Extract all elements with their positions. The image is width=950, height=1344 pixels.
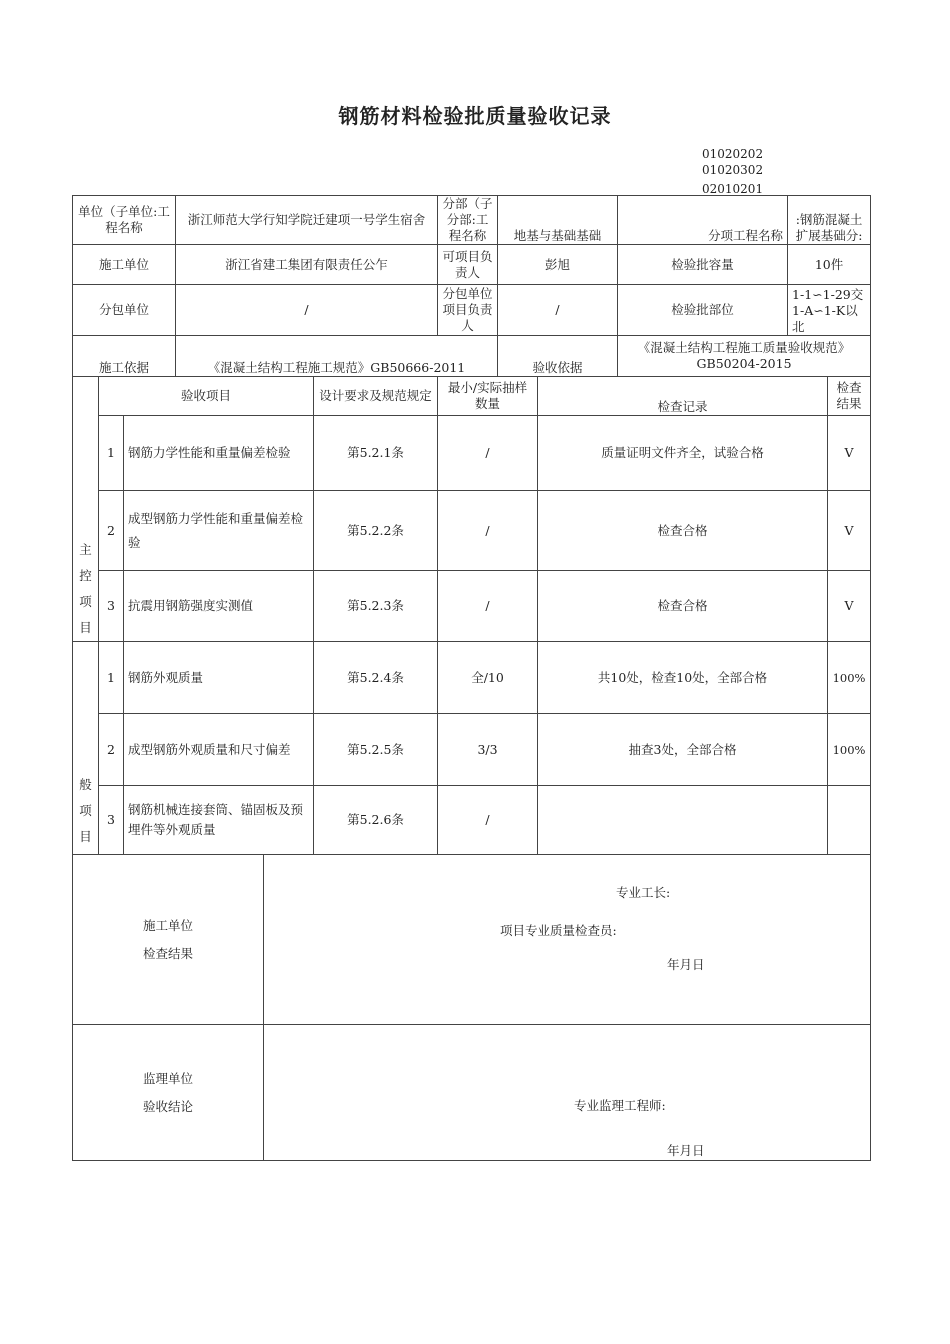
supervisor-check-label-2: 验收结论 xyxy=(143,1098,194,1114)
sub-pm-label: 分包单位项目负责人 xyxy=(438,285,498,336)
table-row xyxy=(73,571,871,642)
item-sample: 全/10 xyxy=(438,642,538,714)
col-result: 检查结果 xyxy=(828,377,871,416)
contractor-check-label-1: 施工单位 xyxy=(143,917,194,933)
col-design: 设计要求及规范规定 xyxy=(314,377,438,416)
item-sample: / xyxy=(438,786,538,855)
form-code: 01020302 xyxy=(702,163,764,177)
item-clause: 第5.2.3条 xyxy=(314,571,438,642)
item-sample: 3/3 xyxy=(438,714,538,786)
col-record: 检查记录 xyxy=(538,377,828,416)
item-result: V xyxy=(828,416,871,491)
section-char: 目 xyxy=(79,829,92,844)
contractor-label: 施工单位 xyxy=(73,245,176,285)
subcontractor-label: 分包单位 xyxy=(73,285,176,336)
item-clause: 第5.2.6条 xyxy=(314,786,438,855)
item-sample: / xyxy=(438,491,538,571)
contractor-check-label-2: 检查结果 xyxy=(143,945,194,961)
item-name: 钢筋机械连接套筒、锚固板及预埋件等外观质量 xyxy=(124,786,314,855)
item-no: 1 xyxy=(99,642,124,714)
table-row xyxy=(73,642,871,714)
item-record: 共10处，检查10处，全部合格 xyxy=(538,642,828,714)
item-clause: 第5.2.2条 xyxy=(314,491,438,571)
item-no: 1 xyxy=(99,416,124,491)
section-char: 主 xyxy=(79,542,92,557)
item-record xyxy=(538,786,828,855)
item-record: 质量证明文件齐全，试验合格 xyxy=(538,416,828,491)
table-row xyxy=(73,714,871,786)
item-clause: 第5.2.1条 xyxy=(314,416,438,491)
form-code: 02010201 xyxy=(702,182,764,196)
item-value: :钢筋混凝土扩展基础分: xyxy=(788,196,871,245)
acceptance-basis-value: 《混凝土结构工程施工质量验收规范》GB50204-2015 xyxy=(618,336,871,377)
contractor-value: 浙江省建工集团有限责任公乍 xyxy=(176,245,438,285)
item-result xyxy=(828,786,871,855)
unit-value: 浙江师范大学行知学院迁建项一号学生宿舍 xyxy=(176,196,438,245)
col-item: 验收项目 xyxy=(99,377,314,416)
form-code: 01020202 xyxy=(702,147,764,161)
inspector-label: 项目专业质量检查员: xyxy=(500,923,617,938)
foreman-label: 专业工长: xyxy=(616,885,671,900)
item-result: V xyxy=(828,571,871,642)
pm-value: 彭旭 xyxy=(498,245,618,285)
basis-label: 施工依据 xyxy=(73,336,176,377)
item-result: V xyxy=(828,491,871,571)
table-row xyxy=(73,491,871,571)
item-name: 成型钢筋力学性能和重量偏差检验 xyxy=(124,491,314,571)
table-row xyxy=(73,786,871,855)
basis-value: 《混凝土结构工程施工规范》GB50666-2011 xyxy=(176,336,498,377)
engineer-label: 专业监理工程师: xyxy=(574,1098,666,1113)
page-title: 钢筋材料检验批质量验收记录 xyxy=(338,104,612,128)
general-section xyxy=(73,642,99,855)
supervisor-check-sign-area xyxy=(264,1025,871,1161)
item-no: 2 xyxy=(99,491,124,571)
item-record: 检查合格 xyxy=(538,491,828,571)
item-result: 100% xyxy=(828,714,871,786)
item-name: 成型钢筋外观质量和尺寸偏差 xyxy=(124,714,314,786)
subdivision-value: 地基与基础基础 xyxy=(498,196,618,245)
item-name: 钢筋外观质量 xyxy=(124,642,314,714)
capacity-value: 10件 xyxy=(788,245,871,285)
form-codes xyxy=(702,146,763,197)
location-value: 1-1∽1-29交1-A∽1-K以北 xyxy=(788,285,871,336)
item-result: 100% xyxy=(828,642,871,714)
contractor-check-label xyxy=(73,855,264,1025)
subdivision-label: 分部（子分部:工程名称 xyxy=(438,196,498,245)
item-record: 抽查3处，全部合格 xyxy=(538,714,828,786)
section-char: 目 xyxy=(79,620,92,635)
supervisor-check-label xyxy=(73,1025,264,1161)
item-record: 检查合格 xyxy=(538,571,828,642)
item-label: 分项工程名称 xyxy=(618,196,788,245)
item-sample: / xyxy=(438,416,538,491)
table-row xyxy=(73,416,871,491)
main-control-section xyxy=(73,377,99,642)
item-no: 2 xyxy=(99,714,124,786)
supervisor-date: 年月日 xyxy=(667,1143,705,1158)
section-char: 项 xyxy=(79,803,92,818)
sub-pm-value: / xyxy=(498,285,618,336)
section-char: 控 xyxy=(79,568,92,583)
section-char: 项 xyxy=(79,594,92,609)
section-char: 般 xyxy=(79,777,92,792)
item-name: 钢筋力学性能和重量偏差检验 xyxy=(124,416,314,491)
location-label: 检验批部位 xyxy=(618,285,788,336)
contractor-date: 年月日 xyxy=(667,957,705,972)
item-clause: 第5.2.5条 xyxy=(314,714,438,786)
item-no: 3 xyxy=(99,571,124,642)
unit-label: 单位（子单位:工程名称 xyxy=(73,196,176,245)
item-name: 抗震用钢筋强度实测值 xyxy=(124,571,314,642)
item-no: 3 xyxy=(99,786,124,855)
item-sample: / xyxy=(438,571,538,642)
contractor-check-sign-area xyxy=(264,855,871,1025)
pm-label: 可项目负责人 xyxy=(438,245,498,285)
inspection-form-table xyxy=(72,195,871,1161)
col-sample: 最小/实际抽样数量 xyxy=(438,377,538,416)
acceptance-basis-label: 验收依据 xyxy=(498,336,618,377)
subcontractor-value: / xyxy=(176,285,438,336)
capacity-label: 检验批容量 xyxy=(618,245,788,285)
item-clause: 第5.2.4条 xyxy=(314,642,438,714)
supervisor-check-label-1: 监理单位 xyxy=(143,1070,194,1086)
